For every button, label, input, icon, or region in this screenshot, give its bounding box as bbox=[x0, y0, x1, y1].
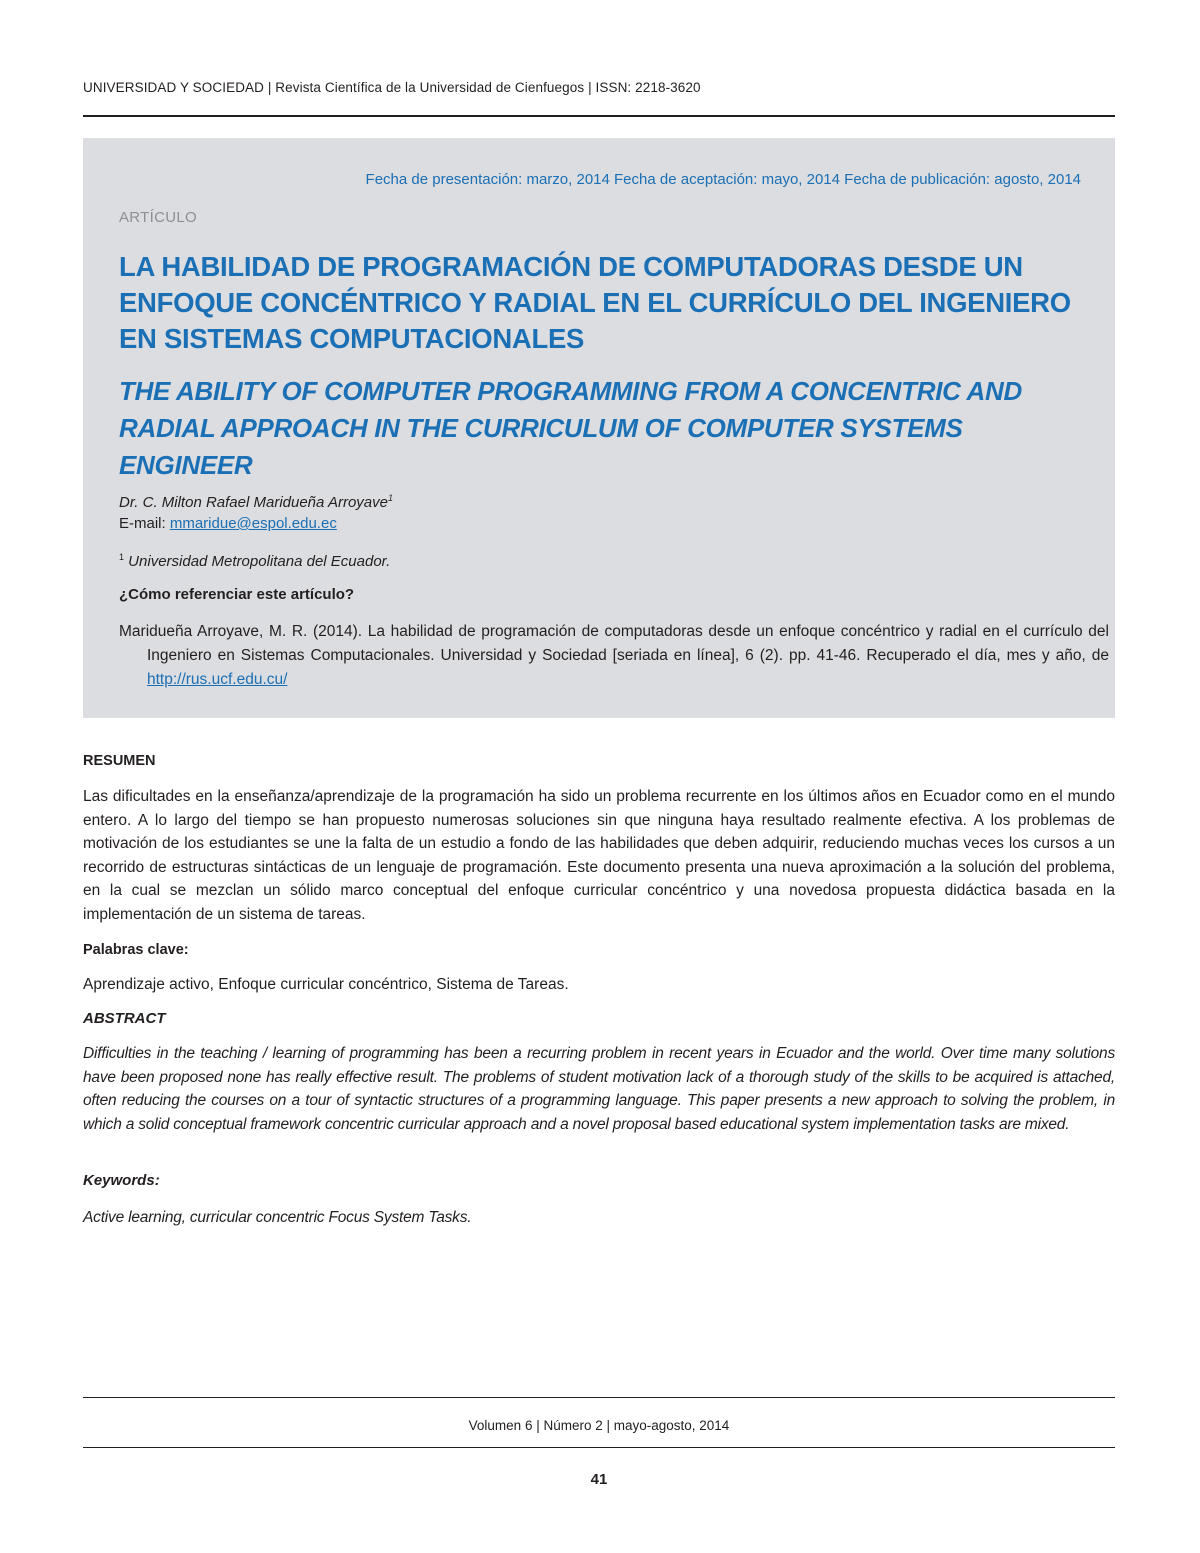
author-name: Dr. C. Milton Rafael Maridueña Arroyave bbox=[119, 494, 388, 511]
header-rule bbox=[83, 115, 1115, 117]
author-line bbox=[119, 493, 393, 511]
citation-link[interactable]: http://rus.ucf.edu.cu/ bbox=[147, 671, 288, 688]
palabras-clave-heading: Palabras clave: bbox=[83, 942, 189, 958]
author-affiliation-mark: 1 bbox=[388, 493, 394, 503]
affiliation-name: Universidad Metropolitana del Ecuador. bbox=[124, 553, 391, 570]
citation-paragraph bbox=[119, 620, 1109, 692]
affiliation-mark: 1 bbox=[119, 552, 125, 562]
keywords-heading: Keywords: bbox=[83, 1172, 160, 1189]
abstract-text: Difficulties in the teaching / learning of programming has been a recurring problem in recent years in Ecuador and the world. Over time many solutions have been proposed none has really effective result. The problems of student motivation lack of a thorough study of the skills to be acquired is attached, often reducing the courses on a tour of syntactic structures of a programming language. This paper presents a new approach to solving the problem, in which a solid conceptual framework concentric curricular approach and a novel proposal based educational system implementation tasks are mixed. bbox=[83, 1045, 1115, 1133]
title-spanish: LA HABILIDAD DE PROGRAMACIÓN DE COMPUTADORAS DESDE UN ENFOQUE CONCÉNTRICO Y RADIAL EN EL CURRÍCULO DEL INGENIERO EN SISTEMAS COMPUTACIONALES bbox=[119, 251, 1071, 354]
citation-text: Maridueña Arroyave, M. R. (2014). La habilidad de programación de computadoras desde un enfoque concéntrico y radial en el currículo del Ingeniero en Sistemas Computacionales. Universidad y Sociedad [seriada en línea], 6 (2). pp. 41-46. Recuperado el día, mes y año, de bbox=[119, 623, 1109, 664]
page-number: 41 bbox=[590, 1471, 608, 1488]
footer-rule-top bbox=[83, 1397, 1115, 1398]
email-line bbox=[119, 515, 337, 532]
how-to-cite-heading: ¿Cómo referenciar este artículo? bbox=[119, 586, 355, 603]
email-link[interactable]: mmaridue@espol.edu.ec bbox=[169, 515, 337, 532]
resumen-text: Las dificultades en la enseñanza/aprendizaje de la programación ha sido un problema recurrente en los últimos años en Ecuador como en el mundo entero. A lo largo del tiempo se han propuesto numerosas soluciones sin que ninguna haya resultado realmente efectiva. A los problemas de motivación de los estudiantes se une la falta de un estudio a fondo de las habilidades que deben adquirir, reduciendo muchas veces los cursos a un recorrido de estructuras sintácticas de un lenguaje de programación. Este documento presenta una nueva aproximación a la solución del problema, en la cual se mezclan un sólido marco conceptual del enfoque curricular concéntrico y una novedosa propuesta didáctica basada en la implementación de un sistema de tareas. bbox=[83, 788, 1115, 923]
article-header-box bbox=[83, 138, 1115, 718]
abstract-heading: ABSTRACT bbox=[83, 1010, 166, 1027]
resumen-heading: RESUMEN bbox=[83, 753, 156, 769]
publication-dates: Fecha de presentación: marzo, 2014 Fecha de aceptación: mayo, 2014 Fecha de publicación: agosto, 2014 bbox=[365, 171, 1081, 188]
palabras-clave-text: Aprendizaje activo, Enfoque curricular concéntrico, Sistema de Tareas. bbox=[83, 976, 569, 993]
issue-info: Volumen 6 | Número 2 | mayo-agosto, 2014 bbox=[468, 1418, 730, 1433]
footer-rule-bottom bbox=[83, 1447, 1115, 1448]
keywords-text: Active learning, curricular concentric Focus System Tasks. bbox=[83, 1209, 472, 1226]
running-header: UNIVERSIDAD Y SOCIEDAD | Revista Científica de la Universidad de Cienfuegos | ISSN: 2218-3620 bbox=[83, 80, 701, 95]
title-english: THE ABILITY OF COMPUTER PROGRAMMING FROM A CONCENTRIC AND RADIAL APPROACH IN THE CURRICULUM OF COMPUTER SYSTEMS ENGINEER bbox=[119, 376, 1022, 480]
section-label: ARTÍCULO bbox=[119, 209, 197, 226]
email-label: E-mail: bbox=[119, 515, 170, 532]
affiliation-line bbox=[119, 552, 390, 570]
